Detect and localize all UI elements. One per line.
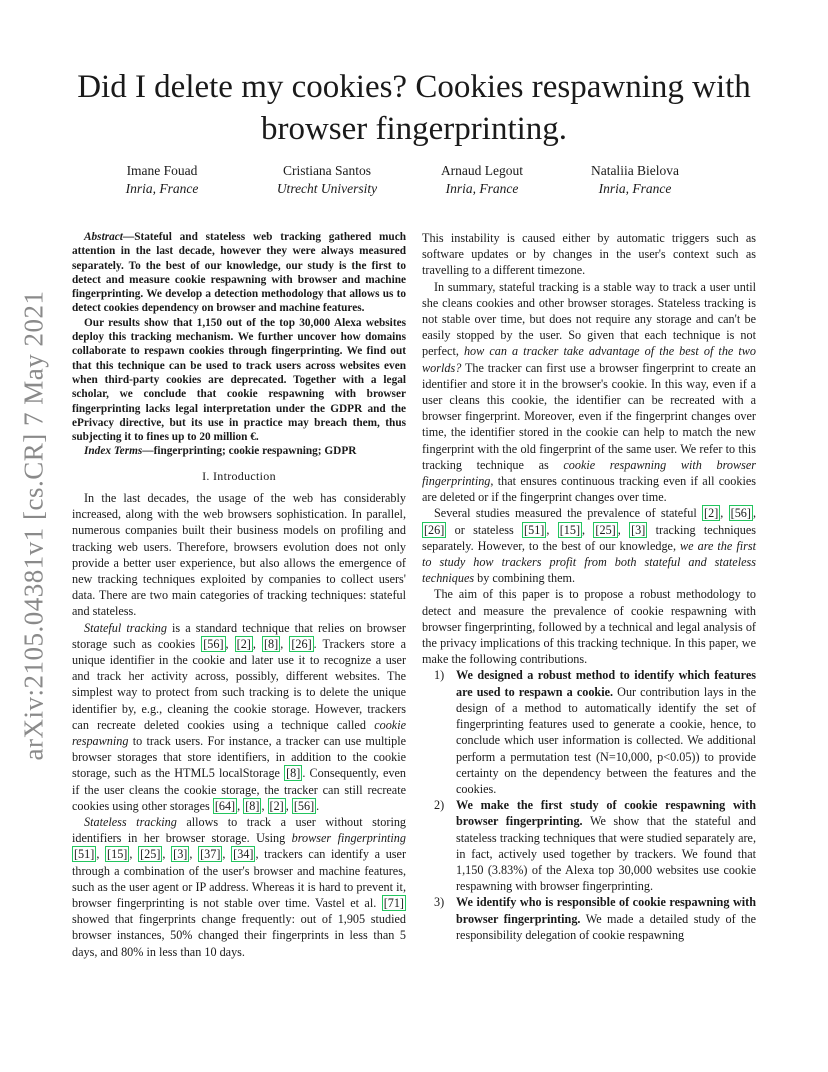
body-paragraph: Several studies measured the prevalence of stateful [2] , [56] , [26] or stateless [51] , [15] , [25] , [3] tracking techniques separately. However, to the best of our knowledge, we are the first to study how trackers profit from both stateful and stateless techniques by combining them. — [422, 506, 757, 586]
citation-link[interactable]: [26] — [424, 522, 445, 537]
citation-link[interactable]: [51] — [524, 522, 545, 537]
abstract-label: Abstract — [84, 231, 123, 243]
citation-link[interactable]: [51] — [74, 847, 95, 862]
citation-link[interactable]: [3] — [631, 522, 646, 537]
citation-link[interactable]: [15] — [559, 522, 581, 537]
citation-link[interactable]: [34] — [233, 847, 254, 862]
citation-link[interactable]: [15] — [107, 847, 128, 862]
author-affiliation: Inria, France — [125, 181, 199, 196]
citation-link[interactable]: [25] — [595, 522, 616, 537]
citation-link[interactable]: [26] — [291, 636, 312, 651]
index-terms: Index Terms—fingerprinting; cookie respawning; GDPR — [84, 445, 357, 458]
contribution-item: 1) We designed a robust method to identify which features are used to respawn a cookie. Our contribution lays in the design of a method to automatically identify the set of fingerprinting features used to generate a cookie, hence, to conclude which user information is collected. We additional perform a permutation test (N=10,000, p<0.05)) to provide certainty on the dependency between the features and the cookies. — [434, 668, 756, 796]
author — [82, 162, 242, 198]
author — [555, 162, 715, 198]
body-paragraph: In the last decades, the usage of the web has considerably increased, along with the web browsers sophistication. In parallel, numerous companies built their business models on profiling and tracking web users. Therefore, browsers evolution does not only provide a better user experience, but also allows the emergence of new tracking techniques exploited by companies to collect users' data. There are two main categories of tracking techniques: stateful and stateless. — [72, 490, 406, 619]
author-name: Cristiana Santos — [282, 163, 372, 178]
abstract-paragraph: Abstract—Stateful and stateless web tracking gathered much attention in the last decade, however they were always measured separately. To the best of our knowledge, our study is the first to detect and measure cookie respawning with browser and machine fingerprinting. We develop a detection methodology that allows us to detect cookies dependency on browser and machine features. — [72, 231, 406, 315]
body-paragraph: The aim of this paper is to propose a robust methodology to detect and measure the prevalence of cookie respawning with browser fingerprinting, followed by a technical and legal analysis of the privacy implications of this tracking technique. In this paper, we make the following contributions. — [422, 587, 756, 667]
citation-link[interactable]: [56] — [730, 506, 751, 521]
body-paragraph: Stateful tracking is a standard technique that relies on browser storage such as cookies [56] , [2] , [8] , [26] . Trackers store a unique identifier in the cookie and later use it to recognize a user and track her activity across, possibly, different websites. The simplest way to protect from such tracking is to delete the unique identifier by, e.g., cleaning the cookie storage. However, trackers can recreate deleted cookies using a technique called cookie respawning to track users. For instance, a tracker can use multiple browser storages that store identifiers, in addition to the cookie storage, such as the HTML5 localStorage [8] . Consequently, even if the user cleans the cookie storage, the tracker can still recreate cookies using other storages [64] , [8] , [2] , [56] . — [72, 620, 407, 813]
citation-link[interactable]: [8] — [286, 766, 301, 781]
citation-link[interactable]: [25] — [140, 847, 161, 862]
contribution-item: 2) We make the first study of cookie respawning with browser fingerprinting. We show that the stateful and stateless tracking techniques that were studied separately are, in fact, actively used together by trackers. We found that 1,150 (3.83%) of the Alexa top 30,000 websites use cookie respawning with browser fingerprinting. — [434, 798, 756, 894]
body-paragraph: In summary, stateful tracking is a stable way to track a user until she cleans cookies and other browser storages. Stateless tracking is not stable over time, but does not require any storage and can't be easily stopped by the user. So given that each technique is not perfect, how can a tracker take advantage of the best of the two worlds? The tracker can first use a browser fingerprint to create an identifier and store it in the browser's cookie. In this way, even if a user cleans this cookie, the identifier can be recreated with a browser fingerprint. Moreover, even if the fingerprint changes over time, the identifier stored in the cookie can help to match the new fingerprint with the old fingerprint of the same user. We refer to this tracking technique as cookie respawning with browser fingerprinting, that ensures continuous tracking even if all cookies are deleted or if the fingerprint changes over time. — [422, 279, 757, 505]
citation-link[interactable]: [2] — [236, 636, 251, 651]
author-list — [90, 162, 740, 202]
arxiv-identifier: arXiv:2105.04381v1 [cs.CR] 7 May 2021 — [18, 290, 49, 760]
author — [247, 162, 407, 198]
author-name: Nataliia Bielova — [590, 163, 680, 178]
citation-link[interactable]: [8] — [245, 798, 260, 813]
section-heading: I. Introduction — [202, 468, 276, 483]
paper-title: Did I delete my cookies? Cookies respawning with browser fingerprinting. — [77, 69, 751, 147]
citation-link[interactable]: [37] — [200, 847, 221, 862]
right-column — [422, 230, 756, 943]
author-name: Arnaud Legout — [440, 163, 524, 178]
citation-link[interactable]: [56] — [293, 798, 315, 813]
citation-link[interactable]: [71] — [383, 896, 404, 911]
author-name: Imane Fouad — [126, 163, 198, 178]
citation-link[interactable]: [64] — [214, 798, 236, 813]
author-affiliation: Inria, France — [598, 181, 672, 196]
body-paragraph: This instability is caused either by automatic triggers such as software updates or by changes in the user's context such as travelling to a different timezone. — [422, 231, 756, 278]
citation-link[interactable]: [3] — [173, 847, 188, 862]
citation-link[interactable]: [56] — [203, 636, 224, 651]
abstract — [72, 230, 406, 459]
citation-link[interactable]: [8] — [264, 636, 279, 651]
contribution-item: 3) We identify who is responsible of cookie respawning with browser fingerprinting. We made a detailed study of the responsibility delegation of cookie respawning — [434, 895, 756, 942]
author-affiliation: Inria, France — [445, 181, 519, 196]
left-column — [72, 230, 406, 960]
contributions-list — [422, 667, 756, 942]
citation-link[interactable]: [2] — [704, 506, 719, 521]
author-affiliation: Utrecht University — [276, 181, 378, 196]
abstract-paragraph: Our results show that 1,150 out of the top 30,000 Alexa websites deploy this tracking mechanism. We further uncover how domains collaborate to respawn cookies through fingerprinting. We find out that this technique can be used to track users across websites even when third-party cookies are deprecated. Together with a legal scholar, we conclude that cookie respawning with browser fingerprinting lacks legal interpretation under the GDPR and the ePrivacy directive, but its use in practice may breach them, thus subjecting it to fines up to 20 million €. — [72, 316, 406, 444]
citation-link[interactable]: [2] — [269, 798, 284, 813]
body-paragraph: Stateless tracking allows to track a user without storing identifiers in her browser storage. Using browser fingerprinting [51] , [15] , [25] , [3] , [37] , [34] , trackers can identify a user through a combination of the user's browser and machine features, such as the user agent or IP address. Whereas it is hard to prevent it, browser fingerprinting is not stable over time. Vastel et al. [71] showed that fingerprints change frequently: out of 1,905 studied browser instances, 50% changed their fingerprints in less than 5 days, and 80% in less than 10 days. — [72, 815, 407, 959]
author — [402, 162, 562, 198]
